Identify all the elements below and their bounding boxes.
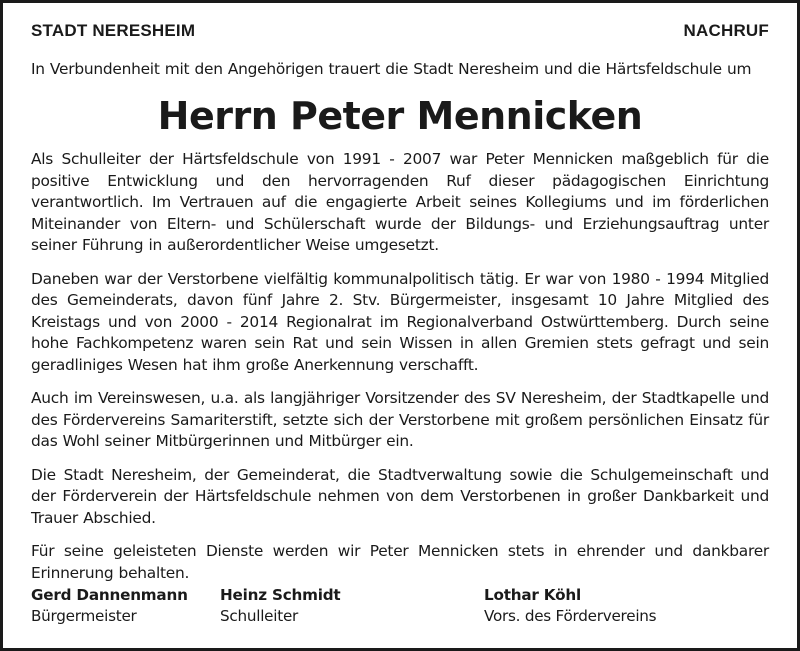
signatory-name: Lothar Köhl: [484, 586, 581, 604]
paragraph-associations: Auch im Vereinswesen, u.a. als langjähriger Vorsitzender des SV Neresheim, der Stadtkapelle und des Fördervereins Samariterstift, setzte sich der Verstorbene mit großem persönlichen Einsatz für das Wohl seiner Mitbürgerinnen und Mitbürger ein.: [31, 389, 769, 450]
signatory-role: Vors. des Fördervereins: [484, 607, 657, 625]
signatory: [31, 585, 188, 627]
notice-type-label: NACHRUF: [683, 21, 769, 40]
notice-body: [31, 59, 769, 584]
signatory-name: Heinz Schmidt: [220, 586, 341, 604]
intro-text: In Verbundenheit mit den Angehörigen trauert die Stadt Neresheim und die Härtsfeldschule um: [31, 60, 752, 78]
paragraph-politics: Daneben war der Verstorbene vielfältig kommunalpolitisch tätig. Er war von 1980 - 1994 Mitglied des Gemeinderats, davon fünf Jahre 2. Stv. Bürgermeister, insgesamt 10 Jahre Mitglied des Kreistags und von 2000 - 2014 Regionalrat im Regionalverband Ostwürttemberg. Durch seine hohe Fachkompetenz waren sein Rat und sein Wissen in allen Gremien stets gefragt und sein geradliniges Wesen hat ihm große Anerkennung verschafft.: [31, 269, 769, 374]
signatory-role: Schulleiter: [220, 607, 299, 625]
signatory: [484, 585, 656, 627]
signatory: [220, 585, 340, 627]
deceased-name: Herrn Peter Mennicken: [157, 94, 643, 138]
paragraph-gratitude: Für seine geleisteten Dienste werden wir Peter Mennicken stets in ehrender und dankbarer Erinnerung behalten.: [31, 542, 769, 582]
organization-name: STADT NERESHEIM: [31, 21, 196, 40]
paragraph-farewell: Die Stadt Neresheim, der Gemeinderat, die Stadtverwaltung sowie die Schulgemeinschaft und der Förderverein der Härtsfeldschule nehmen von dem Verstorbenen in großer Dankbarkeit und Trauer Abschied.: [31, 465, 769, 527]
signature-block: [31, 585, 775, 631]
paragraph-career: Als Schulleiter der Härtsfeldschule von 1991 - 2007 war Peter Mennicken maßgeblich für die positive Entwicklung und den hervorragenden Ruf dieser pädagogischen Einrichtung verantwortlich. Im Vertrauen auf die engagierte Arbeit seines Kollegiums und im förderlichen Miteinander von Eltern- und Schülerschaft wurde der Bildungs- und Erziehungsauftrag unter seiner Führung in außerordentlicher Weise umgesetzt.: [31, 150, 769, 254]
signatory-name: Gerd Dannenmann: [31, 586, 188, 604]
signatory-role: Bürgermeister: [31, 607, 137, 625]
notice-header: [31, 21, 769, 45]
